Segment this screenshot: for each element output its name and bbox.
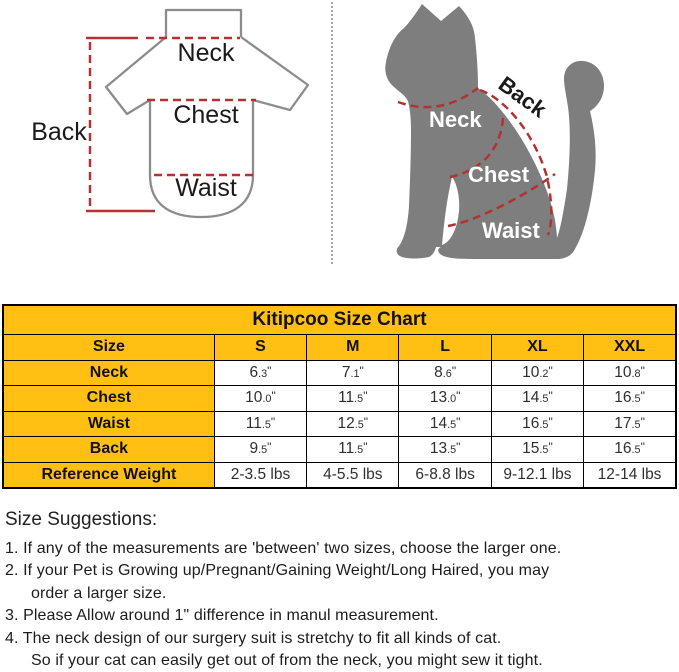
suggestion-line: 3. Please Allow around 1" difference in manul measurement. — [5, 607, 439, 625]
cat-chest-label: Chest — [468, 162, 530, 187]
measurement-cell: 17.5" — [584, 411, 676, 437]
row-label: Back — [3, 437, 214, 463]
table-title: Kitipcoo Size Chart — [3, 305, 676, 334]
measurement-cell: 11.5" — [307, 437, 399, 463]
table-row — [3, 462, 676, 488]
column-header: S — [214, 334, 306, 360]
table-title-row — [3, 305, 676, 334]
size-suggestions-list — [5, 538, 673, 672]
suggestion-line: order a larger size. — [31, 584, 167, 602]
vertical-dotted-divider — [331, 2, 333, 264]
suggestion-line: So if your cat can easily get out of from the neck, you might sew it tight. — [31, 652, 543, 670]
measurement-cell: 7.1" — [307, 360, 399, 386]
column-header: XL — [491, 334, 583, 360]
measurement-figures — [0, 0, 679, 302]
row-label: Waist — [3, 411, 214, 437]
row-label: Neck — [3, 360, 214, 386]
table-row — [3, 411, 676, 437]
measurement-cell: 12-14 lbs — [584, 462, 676, 488]
measurement-cell: 10.8" — [584, 360, 676, 386]
column-header: M — [307, 334, 399, 360]
measurement-cell: 11.5" — [214, 411, 306, 437]
measurement-cell: 8.6" — [399, 360, 491, 386]
measurement-cell: 16.5" — [491, 411, 583, 437]
measurement-cell: 2-3.5 lbs — [214, 462, 306, 488]
suggestion-line: 4. The neck design of our surgery suit is stretchy to fit all kinds of cat. — [5, 629, 502, 647]
table-header-row — [3, 334, 676, 360]
suggestion-line: 2. If your Pet is Growing up/Pregnant/Gaining Weight/Long Haired, you may — [5, 562, 550, 580]
garment-chest-label: Chest — [173, 101, 239, 129]
measurement-cell: 16.5" — [584, 437, 676, 463]
measurement-cell: 4-5.5 lbs — [307, 462, 399, 488]
table-body — [3, 360, 676, 488]
measurement-cell: 16.5" — [584, 386, 676, 412]
row-label: Chest — [3, 386, 214, 412]
measurement-cell: 10.0" — [214, 386, 306, 412]
measurement-cell: 9-12.1 lbs — [491, 462, 583, 488]
garment-neck-label: Neck — [177, 39, 235, 67]
row-label: Reference Weight — [3, 462, 214, 488]
column-header: XXL — [584, 334, 676, 360]
cat-neck-label: Neck — [429, 107, 482, 132]
table-row — [3, 386, 676, 412]
measurement-cell: 6.3" — [214, 360, 306, 386]
measurement-cell: 13.5" — [399, 437, 491, 463]
measurement-cell: 9.5" — [214, 437, 306, 463]
garment-back-label: Back — [31, 118, 87, 146]
measurement-cell: 11.5" — [307, 386, 399, 412]
cat-waist-label: Waist — [482, 218, 540, 243]
column-header: Size — [3, 334, 214, 360]
size-suggestions — [5, 509, 673, 672]
suggestion-line: 1. If any of the measurements are 'between' two sizes, choose the larger one. — [5, 540, 562, 557]
measurement-cell: 13.0" — [399, 386, 491, 412]
measurement-cell: 14.5" — [399, 411, 491, 437]
measurement-cell: 10.2" — [491, 360, 583, 386]
size-chart-table — [2, 304, 677, 489]
column-header: L — [399, 334, 491, 360]
measurement-cell: 12.5" — [307, 411, 399, 437]
cat-back-label: Back — [493, 71, 552, 123]
measurement-cell: 6-8.8 lbs — [399, 462, 491, 488]
measurement-cell: 14.5" — [491, 386, 583, 412]
measurement-cell: 15.5" — [491, 437, 583, 463]
garment-waist-label: Waist — [175, 174, 237, 202]
garment-collar — [166, 10, 241, 37]
table-row — [3, 437, 676, 463]
table-row — [3, 360, 676, 386]
size-suggestions-title: Size Suggestions: — [5, 509, 158, 530]
